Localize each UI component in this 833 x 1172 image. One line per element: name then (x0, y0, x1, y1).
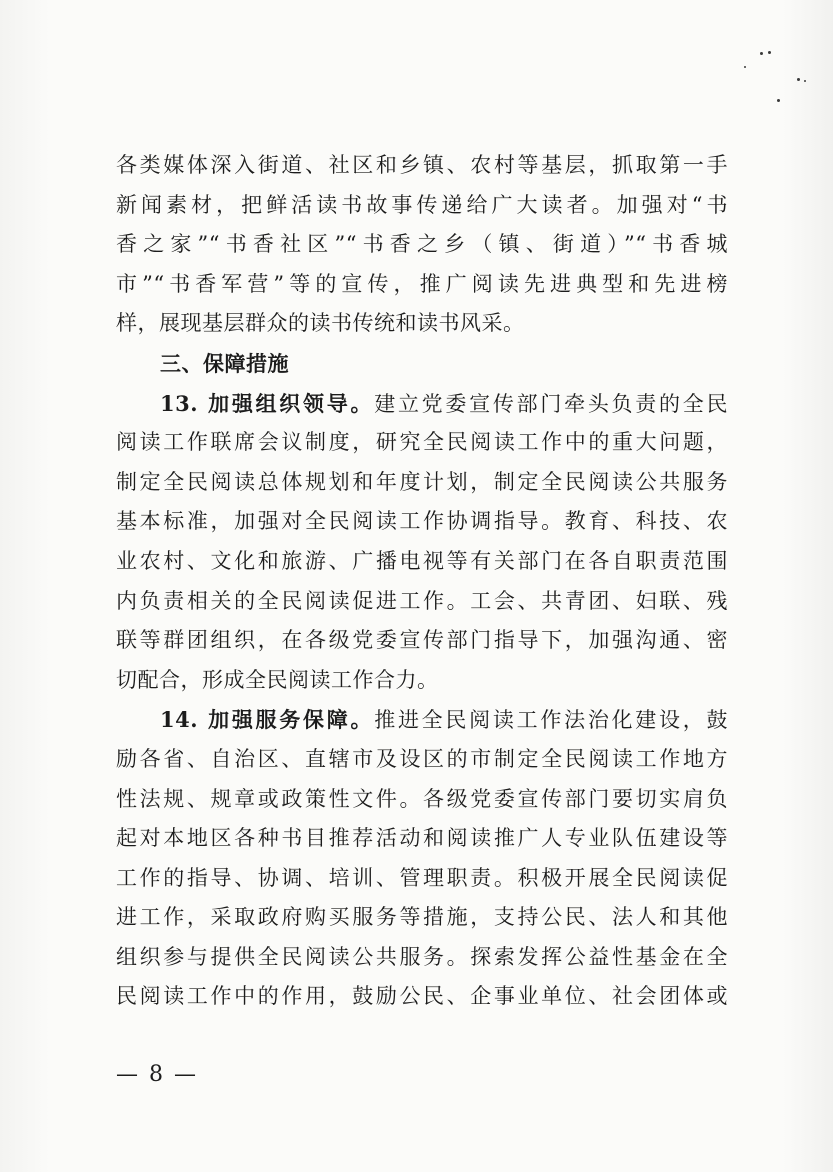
text-line: 新闻素材，把鲜活读书故事传递给广大读者。加强对“书 (116, 192, 728, 217)
text-line: 工作的指导、协调、培训、管理职责。积极开展全民阅读促 (116, 865, 728, 890)
text-line: 内负责相关的全民阅读促进工作。工会、共青团、妇联、残 (116, 588, 728, 613)
text-line: 联等群团组织，在各级党委宣传部门指导下，加强沟通、密 (116, 628, 728, 653)
item-14-first-line: 推进全民阅读工作法治化建设，鼓 (374, 708, 728, 733)
text-line: 性法规、规章或政策性文件。各级党委宣传部门要切实肩负 (116, 786, 728, 811)
text-line (116, 700, 728, 740)
scan-speck (768, 51, 771, 54)
item-14 (116, 700, 728, 1017)
body-text (116, 146, 728, 1017)
scan-speck (797, 78, 800, 81)
text-line: 样，展现基层群众的读书传统和读书风采。 (116, 311, 525, 336)
paragraph-media (116, 146, 728, 344)
text-line (116, 384, 728, 424)
text-line: 基本标准，加强对全民阅读工作协调指导。教育、科技、农 (116, 509, 728, 534)
text-line: 民阅读工作中的作用，鼓励公民、企事业单位、社会团体或 (116, 984, 728, 1009)
text-line: 香之家”“书香社区”“书香之乡（镇、街道）”“书香城 (116, 232, 728, 257)
text-line: 进工作，采取政府购买服务等措施，支持公民、法人和其他 (116, 905, 728, 930)
text-line: 起对本地区各种书目推荐活动和阅读推广人专业队伍建设等 (116, 826, 728, 851)
scan-speck (804, 80, 806, 82)
text-line: 阅读工作联席会议制度，研究全民阅读工作中的重大问题， (116, 430, 728, 455)
item-13-first-line: 建立党委宣传部门牵头负责的全民 (374, 391, 728, 416)
text-line: 市”“书香军营”等的宣传，推广阅读先进典型和先进榜 (116, 271, 728, 296)
text-line: 切配合，形成全民阅读工作合力。 (116, 667, 439, 692)
scan-speck (777, 99, 780, 102)
item-13 (116, 384, 728, 701)
scan-speck (760, 52, 763, 55)
item-13-heading: 13. 加强组织领导。 (160, 390, 375, 416)
text-line: 制定全民阅读总体规划和年度计划，制定全民阅读公共服务 (116, 469, 728, 494)
text-line: 各类媒体深入街道、社区和乡镇、农村等基层，抓取第一手 (116, 153, 728, 177)
text-line: 组织参与提供全民阅读公共服务。探索发挥公益性基金在全 (116, 944, 728, 969)
scan-speck (744, 66, 746, 68)
text-line: 业农村、文化和旅游、广播电视等有关部门在各自职责范围 (116, 548, 728, 573)
page-number: — 8 — (116, 1062, 198, 1087)
item-14-heading: 14. 加强服务保障。 (160, 707, 375, 733)
text-line: 励各省、自治区、直辖市及设区的市制定全民阅读工作地方 (116, 746, 728, 771)
section-heading: 三、保障措施 (160, 350, 289, 376)
